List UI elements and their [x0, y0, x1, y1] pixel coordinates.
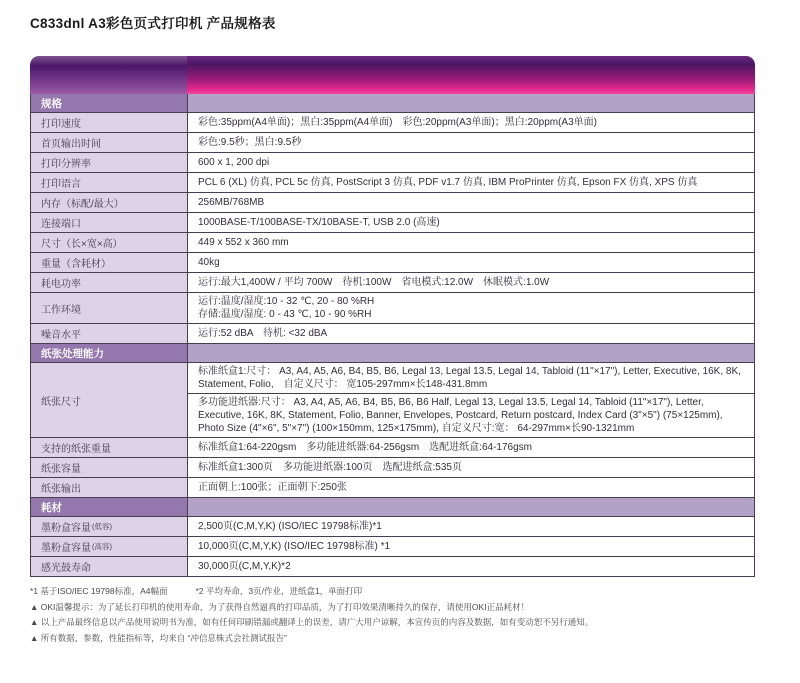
spec-value-line: 运行:最大1,400W / 平均 700W 待机:100W 省电模式:12.0W 休眠模式:1.0W: [198, 277, 550, 288]
spec-label-text: 纸张容量: [41, 464, 81, 475]
spec-value-line: 正面朝上:100张；正面朝下:250张: [198, 482, 347, 493]
spec-row: [31, 192, 754, 212]
spec-label: [31, 363, 188, 437]
spec-value-cells: [188, 537, 754, 556]
footnotes: [30, 587, 770, 643]
footnote: [30, 587, 770, 597]
spec-row: [31, 516, 754, 536]
spec-value: [188, 153, 754, 172]
section-header-spacer: [188, 94, 754, 112]
spec-value-line: 10,000页(C,M,Y,K) (ISO/IEC 19798标准) *1: [198, 541, 391, 552]
header-band: [30, 56, 755, 94]
spec-row: [31, 536, 754, 556]
spec-value-line: 256MB/768MB: [198, 197, 265, 208]
spec-label: [31, 537, 188, 556]
spec-value: [188, 133, 754, 152]
spec-value-line: 运行:温度/湿度:10 - 32 ℃, 20 - 80 %RH: [198, 296, 375, 307]
spec-value-line: 1000BASE-T/100BASE-TX/10BASE-T, USB 2.0 (高速): [198, 217, 440, 228]
section-header: [31, 94, 754, 112]
header-band-right-gradient: [187, 56, 755, 94]
spec-value-cells: [188, 293, 754, 323]
spec-value: [188, 213, 754, 232]
spec-table: [30, 56, 755, 577]
footnote-text: ▲ OKI温馨提示：为了延长打印机的使用寿命，为了获得自然逼真的打印品质，为了打印效果清晰持久的保存，请使用OKI正品耗材！: [30, 601, 530, 612]
spec-value-cells: [188, 438, 754, 457]
spec-label-text: 工作环境: [41, 304, 81, 316]
spec-label-text: 墨粉盒容量: [41, 523, 91, 534]
spec-row: [31, 437, 754, 457]
spec-value-line: PCL 6 (XL) 仿真, PCL 5c 仿真, PostScript 3 仿真, PDF v1.7 仿真, IBM ProPrinter 仿真, Epson FX 仿真, XPS 仿真: [198, 177, 698, 188]
spec-label: [31, 253, 188, 272]
spec-row: [31, 132, 754, 152]
spec-label-text: 纸张输出: [41, 484, 81, 495]
spec-label-text: 连接端口: [41, 219, 81, 230]
spec-row: [31, 292, 754, 323]
spec-label-text: 感光鼓寿命: [41, 563, 91, 574]
section-title: 耗材: [31, 498, 188, 516]
spec-value-line: 运行:52 dBA 待机: <32 dBA: [198, 328, 328, 339]
footnote: [30, 634, 770, 644]
spec-value-cells: [188, 213, 754, 232]
spec-value: [188, 517, 754, 536]
footnote-text: ▲ 以上产品最终信息以产品使用说明书为准，如有任何印刷错漏或翻译上的误差，请广大用户谅解，本宣传页的内容及数据，如有变动恕不另行通知。: [30, 617, 594, 627]
spec-label: [31, 478, 188, 497]
spec-row: [31, 152, 754, 172]
spec-rows: [30, 94, 755, 577]
spec-label-text: 尺寸（长×宽×高）: [41, 239, 123, 250]
spec-row: [31, 323, 754, 343]
spec-label: [31, 153, 188, 172]
spec-value-line: 彩色:35ppm(A4单面)；黑白:35ppm(A4单面) 彩色:20ppm(A3单面)；黑白:20ppm(A3单面): [198, 117, 597, 128]
spec-value-cells: [188, 557, 754, 576]
page-title: C833dnl A3彩色页式打印机 产品规格表: [30, 16, 276, 31]
spec-value-line: 标准纸盒1:300页 多功能进纸器:100页 选配进纸盒:535页: [198, 462, 462, 473]
spec-label-text: 支持的纸张重量: [41, 444, 111, 455]
spec-value: [188, 293, 754, 323]
spec-value: [188, 113, 754, 132]
spec-value: [188, 438, 754, 457]
spec-label-text: 纸张尺寸: [41, 396, 81, 408]
spec-label-text: 打印速度: [41, 119, 81, 130]
spec-label: [31, 324, 188, 343]
footnote-text: *1 基于ISO/IEC 19798标准，A4幅面: [30, 586, 168, 596]
spec-value-line: 彩色:9.5秒；黑白:9.5秒: [198, 137, 302, 148]
section-header: [31, 343, 754, 362]
spec-label: [31, 173, 188, 192]
spec-value: [188, 173, 754, 192]
footnote: [30, 603, 770, 613]
spec-row: [31, 362, 754, 437]
spec-label-text: 打印语言: [41, 179, 81, 190]
spec-value: [188, 458, 754, 477]
spec-label: [31, 213, 188, 232]
spec-row: [31, 457, 754, 477]
spec-value-line: 存储:温度/湿度: 0 - 43 ℃, 10 - 90 %RH: [198, 309, 372, 320]
spec-row: [31, 172, 754, 192]
spec-value: [188, 393, 754, 437]
spec-value: [188, 253, 754, 272]
spec-label: [31, 557, 188, 576]
spec-label-text: 噪音水平: [41, 330, 81, 341]
section-header: [31, 497, 754, 516]
spec-row: [31, 252, 754, 272]
spec-value-cells: [188, 133, 754, 152]
spec-label: [31, 273, 188, 292]
spec-value-cells: [188, 517, 754, 536]
spec-value: [188, 193, 754, 212]
spec-value: [188, 233, 754, 252]
footnote: [30, 618, 770, 628]
spec-label-note: (高容): [92, 542, 112, 551]
spec-value-cells: [188, 193, 754, 212]
spec-value-line: 449 x 552 x 360 mm: [198, 237, 289, 248]
footnote-text: *2 平均寿命，3页/作业，进纸盒1，单面打印: [195, 586, 363, 596]
spec-value-line: 标准纸盒1:尺寸： A3, A4, A5, A6, B4, B5, B6, Legal 13, Legal 13.5, Legal 14, Tabloid (11"×17"), Letter, Executive, 16K, 8K, Statement, Folio, 自定义尺寸： 宽105-297mm×长148-431.8mm: [198, 366, 741, 390]
section-header-spacer: [188, 344, 754, 362]
spec-value: [188, 273, 754, 292]
spec-value-cells: [188, 478, 754, 497]
spec-value: [188, 557, 754, 576]
spec-label: [31, 233, 188, 252]
spec-row: [31, 112, 754, 132]
spec-value-cells: [188, 153, 754, 172]
spec-label: [31, 113, 188, 132]
spec-label: [31, 193, 188, 212]
spec-value-line: 40kg: [198, 257, 220, 268]
spec-label-text: 耗电功率: [41, 279, 81, 290]
section-title: 规格: [31, 94, 188, 112]
spec-row: [31, 272, 754, 292]
spec-value: [188, 324, 754, 343]
spec-value-cells: [188, 173, 754, 192]
spec-value-cells: [188, 253, 754, 272]
spec-row: [31, 232, 754, 252]
spec-value-cells: [188, 113, 754, 132]
spec-value-cells: [188, 233, 754, 252]
spec-label: [31, 293, 188, 323]
spec-value-line: 标准纸盒1:64-220gsm 多功能进纸器:64-256gsm 选配进纸盒:64-176gsm: [198, 442, 532, 453]
spec-value-line: 多功能进纸器:尺寸： A3, A4, A5, A6, B4, B5, B6, B6 Half, Legal 13, Legal 13.5, Legal 14, Tabloid (11"×17"), Letter, Executive, 16K, 8K, Statement, Folio, Banner, Envelopes, Postcard, Return postcard, Index Card (3"×5") (75×125mm), Photo Size (4"×6", 5"×7") (100×150mm, 125×175mm), 自定义尺寸:宽： 64-297mm×长90-1321mm: [198, 397, 723, 434]
spec-label: [31, 458, 188, 477]
spec-label: [31, 517, 188, 536]
spec-label-text: 打印分辨率: [41, 159, 91, 170]
spec-value-cells: [188, 363, 754, 437]
spec-label-text: 首页输出时间: [41, 139, 101, 150]
spec-value-line: 30,000页(C,M,Y,K)*2: [198, 561, 291, 572]
spec-value: [188, 363, 754, 393]
spec-value-cells: [188, 324, 754, 343]
footnote-text: ▲ 所有数据，参数，性能指标等，均来自 “冲信息株式会社测试报告”: [30, 632, 287, 643]
spec-label: [31, 133, 188, 152]
spec-label-text: 内存（标配/最大）: [41, 199, 124, 210]
spec-label-text: 重量（含耗材）: [41, 259, 111, 270]
spec-label-note: (低容): [92, 522, 112, 531]
section-header-spacer: [188, 498, 754, 516]
spec-label-text: 墨粉盒容量: [41, 543, 91, 554]
spec-value-cells: [188, 273, 754, 292]
spec-value-cells: [188, 458, 754, 477]
spec-row: [31, 477, 754, 497]
spec-value: [188, 537, 754, 556]
spec-value-line: 600 x 1, 200 dpi: [198, 157, 270, 168]
section-title: 纸张处理能力: [31, 344, 188, 362]
spec-label: [31, 438, 188, 457]
spec-row: [31, 212, 754, 232]
header-band-left-gradient: [30, 56, 187, 94]
spec-row: [31, 556, 754, 576]
spec-value-line: 2,500页(C,M,Y,K) (ISO/IEC 19798标准)*1: [198, 521, 382, 532]
spec-value: [188, 478, 754, 497]
